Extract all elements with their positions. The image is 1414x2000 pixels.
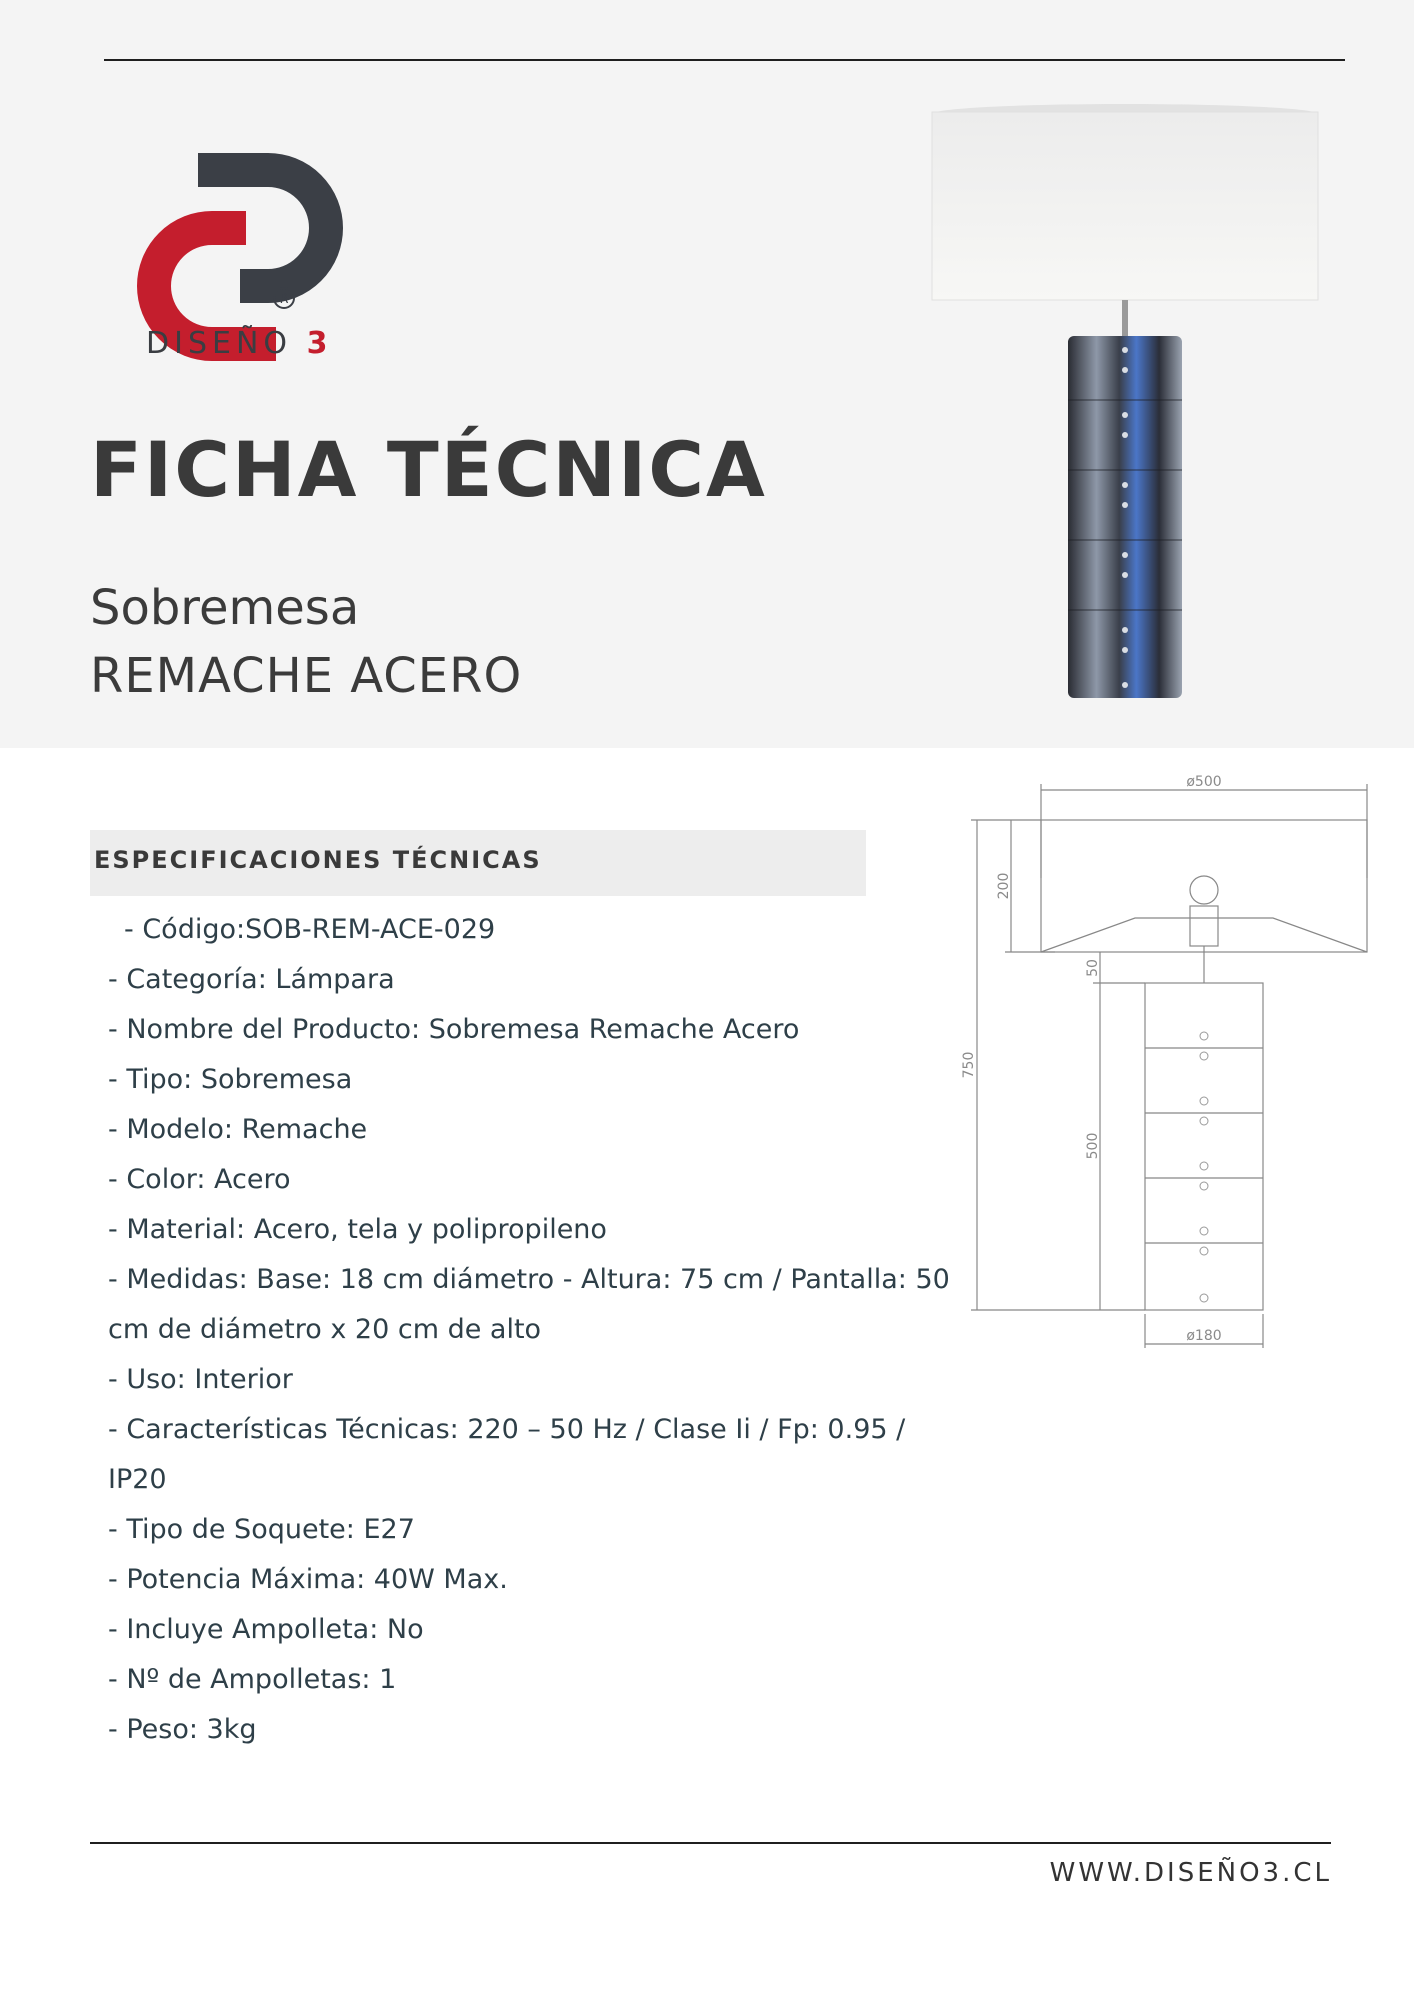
dim-neck-height: 50	[1085, 959, 1101, 977]
lamp-photo	[925, 100, 1325, 710]
spec-item: - Nombre del Producto: Sobremesa Remache Acero	[108, 1014, 800, 1045]
brand-name: DISEÑO	[146, 326, 293, 361]
spec-item: - Potencia Máxima: 40W Max.	[108, 1564, 508, 1595]
dim-shade-width: ø500	[1186, 774, 1222, 790]
svg-text:R: R	[279, 292, 289, 307]
spec-item: - Código:SOB-REM-ACE-029	[124, 914, 496, 945]
spec-item: - Modelo: Remache	[108, 1114, 368, 1145]
dim-base-height: 500	[1085, 1132, 1101, 1160]
brand-number: 3	[306, 326, 333, 361]
spec-item: - Material: Acero, tela y polipropileno	[108, 1214, 607, 1245]
website-link[interactable]: WWW.DISEÑO3.CL	[1049, 1858, 1332, 1888]
spec-item: - Color: Acero	[108, 1164, 291, 1195]
page-title: FICHA TÉCNICA	[90, 425, 767, 514]
spec-item: - Uso: Interior	[108, 1364, 293, 1395]
brand-wordmark	[146, 326, 332, 361]
technical-drawing	[955, 768, 1375, 1368]
product-type: Sobremesa	[90, 580, 360, 636]
spec-item: - Incluye Ampolleta: No	[108, 1614, 424, 1645]
spec-list	[90, 905, 950, 1755]
spec-item: - Características Técnicas: 220 – 50 Hz / Clase Ii / Fp: 0.95 / IP20	[108, 1414, 906, 1495]
bottom-divider	[90, 1842, 1331, 1844]
dim-total-height: 750	[961, 1051, 977, 1079]
spec-heading: ESPECIFICACIONES TÉCNICAS	[94, 846, 542, 874]
spec-item: - Tipo: Sobremesa	[108, 1064, 353, 1095]
dim-base-width: ø180	[1186, 1328, 1222, 1344]
dim-shade-height: 200	[996, 872, 1012, 900]
spec-item: - Nº de Ampolletas: 1	[108, 1664, 397, 1695]
spec-item: - Categoría: Lámpara	[108, 964, 395, 995]
product-name: REMACHE ACERO	[90, 648, 523, 704]
spec-item: - Peso: 3kg	[108, 1714, 257, 1745]
spec-item: - Tipo de Soquete: E27	[108, 1514, 415, 1545]
top-divider	[104, 59, 1345, 61]
spec-item: - Medidas: Base: 18 cm diámetro - Altura: 75 cm / Pantalla: 50 cm de diámetro x 20 cm de alto	[108, 1264, 950, 1345]
